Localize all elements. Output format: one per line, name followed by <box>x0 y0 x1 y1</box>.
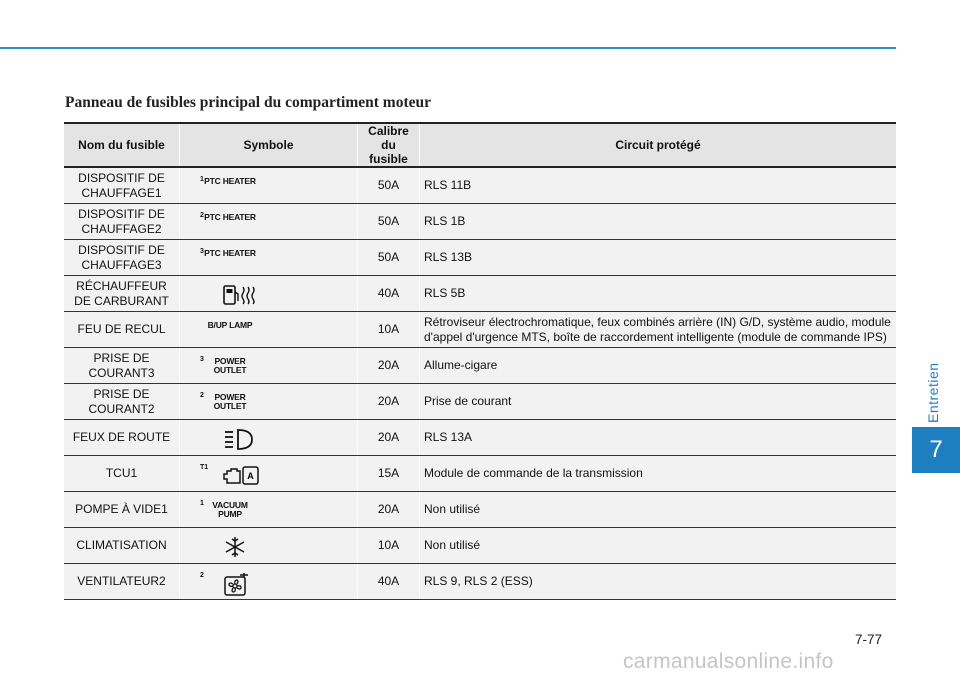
table-row <box>64 276 896 312</box>
fuse-symbol-cell <box>180 384 358 420</box>
fuse-calibre-cell: 10A <box>358 312 420 348</box>
fuse-name-cell: PRISE DE COURANT2 <box>64 384 180 420</box>
table-row <box>64 312 896 348</box>
fuse-name-cell: VENTILATEUR2 <box>64 564 180 600</box>
fuse-calibre-cell: 10A <box>358 528 420 564</box>
fuse-name-cell: DISPOSITIF DE CHAUFFAGE2 <box>64 204 180 240</box>
fuse-circuit-cell: Non utilisé <box>420 492 897 528</box>
table-row <box>64 240 896 276</box>
fuse-symbol-cell <box>180 167 358 204</box>
symbol-index: 1 <box>200 500 204 507</box>
fuse-symbol-cell <box>180 420 358 456</box>
fuel-heater-icon <box>222 283 258 311</box>
header-calibre: Calibre du fusible <box>358 123 420 167</box>
fuse-symbol <box>200 208 260 236</box>
header-circuit: Circuit protégé <box>420 123 897 167</box>
symbol-text: PTC HEATER <box>204 212 256 222</box>
fuse-symbol-cell <box>180 564 358 600</box>
table-row <box>64 348 896 384</box>
fuse-circuit-cell: Rétroviseur électrochromatique, feux combinés arrière (IN) G/D, système audio, module d'appel d'urgence MTS, boîte de raccordement intelligente (module de commande IPS) <box>420 312 897 348</box>
fuse-table <box>64 122 896 600</box>
cooling-fan-icon <box>222 571 252 601</box>
fuse-calibre-cell: 40A <box>358 276 420 312</box>
fuse-calibre-cell: 50A <box>358 204 420 240</box>
fuse-circuit-cell: RLS 1B <box>420 204 897 240</box>
fuse-name-cell: DISPOSITIF DE CHAUFFAGE1 <box>64 167 180 204</box>
symbol-index: T1 <box>200 464 209 471</box>
fuse-symbol-cell <box>180 240 358 276</box>
fuse-symbol-cell <box>180 312 358 348</box>
symbol-index: 1 <box>200 176 204 183</box>
fuse-symbol <box>200 532 260 560</box>
symbol-index: 3 <box>200 248 204 255</box>
fuse-circuit-cell: Non utilisé <box>420 528 897 564</box>
table-row <box>64 528 896 564</box>
high-beam-icon <box>222 427 256 455</box>
header-fuse-name: Nom du fusible <box>64 123 180 167</box>
fuse-name-cell: POMPE À VIDE1 <box>64 492 180 528</box>
chapter-tab: 7 <box>912 427 960 473</box>
table-row <box>64 492 896 528</box>
table-row <box>64 204 896 240</box>
symbol-text: POWER OUTLET <box>213 392 247 411</box>
symbol-text: B/UP LAMP <box>207 320 253 330</box>
fuse-name-cell: FEUX DE ROUTE <box>64 420 180 456</box>
symbol-index: 2 <box>200 572 204 579</box>
table-row <box>64 564 896 600</box>
fuse-name-cell: RÉCHAUFFEUR DE CARBURANT <box>64 276 180 312</box>
symbol-index: 3 <box>200 356 204 363</box>
symbol-index: 2 <box>200 212 204 219</box>
svg-text:A: A <box>247 471 254 481</box>
fuse-symbol <box>200 280 260 308</box>
table-row <box>64 167 896 204</box>
table-header-row <box>64 123 896 167</box>
fuse-circuit-cell: RLS 9, RLS 2 (ESS) <box>420 564 897 600</box>
fuse-symbol <box>200 352 260 380</box>
fuse-calibre-cell: 50A <box>358 167 420 204</box>
fuse-symbol-cell <box>180 492 358 528</box>
fuse-calibre-cell: 20A <box>358 348 420 384</box>
fuse-name-cell: PRISE DE COURANT3 <box>64 348 180 384</box>
fuse-symbol-cell <box>180 204 358 240</box>
fuse-calibre-cell: 20A <box>358 492 420 528</box>
snowflake-icon <box>222 535 248 563</box>
fuse-symbol <box>200 424 260 452</box>
page-number: 7-77 <box>855 632 883 647</box>
fuse-name-cell: CLIMATISATION <box>64 528 180 564</box>
fuse-symbol <box>200 388 260 416</box>
fuse-circuit-cell: Prise de courant <box>420 384 897 420</box>
fuse-circuit-cell: RLS 5B <box>420 276 897 312</box>
fuse-symbol <box>200 496 260 524</box>
fuse-symbol-cell <box>180 348 358 384</box>
fuse-calibre-cell: 15A <box>358 456 420 492</box>
table-row <box>64 420 896 456</box>
fuse-circuit-cell: Module de commande de la transmission <box>420 456 897 492</box>
fuse-calibre-cell: 40A <box>358 564 420 600</box>
symbol-text: POWER OUTLET <box>213 356 247 375</box>
section-title: Panneau de fusibles principal du compartiment moteur <box>65 94 431 111</box>
symbol-index: 2 <box>200 392 204 399</box>
fuse-calibre-cell: 20A <box>358 420 420 456</box>
fuse-symbol <box>200 244 260 272</box>
symbol-text: PTC HEATER <box>204 176 256 186</box>
fuse-symbol-cell <box>180 528 358 564</box>
header-symbol: Symbole <box>180 123 358 167</box>
watermark: carmanualsonline.info <box>623 650 834 673</box>
table-row <box>64 384 896 420</box>
fuse-symbol <box>200 172 260 200</box>
fuse-name-cell: TCU1 <box>64 456 180 492</box>
fuse-name-cell: FEU DE RECUL <box>64 312 180 348</box>
symbol-text: VACUUM PUMP <box>212 500 248 519</box>
transmission-icon <box>222 463 260 491</box>
fuse-name-cell: DISPOSITIF DE CHAUFFAGE3 <box>64 240 180 276</box>
fuse-circuit-cell: RLS 13A <box>420 420 897 456</box>
fuse-symbol <box>200 316 260 344</box>
fuse-symbol <box>200 460 260 488</box>
fuse-calibre-cell: 20A <box>358 384 420 420</box>
fuse-calibre-cell: 50A <box>358 240 420 276</box>
fuse-circuit-cell: RLS 13B <box>420 240 897 276</box>
table-row <box>64 456 896 492</box>
fuse-symbol <box>200 568 260 596</box>
chapter-side-label: Entretien <box>925 362 941 423</box>
fuse-circuit-cell: RLS 11B <box>420 167 897 204</box>
top-rule <box>0 47 896 49</box>
symbol-text: PTC HEATER <box>204 248 256 258</box>
fuse-symbol-cell <box>180 276 358 312</box>
fuse-table-body <box>64 167 896 600</box>
fuse-symbol-cell <box>180 456 358 492</box>
fuse-circuit-cell: Allume-cigare <box>420 348 897 384</box>
